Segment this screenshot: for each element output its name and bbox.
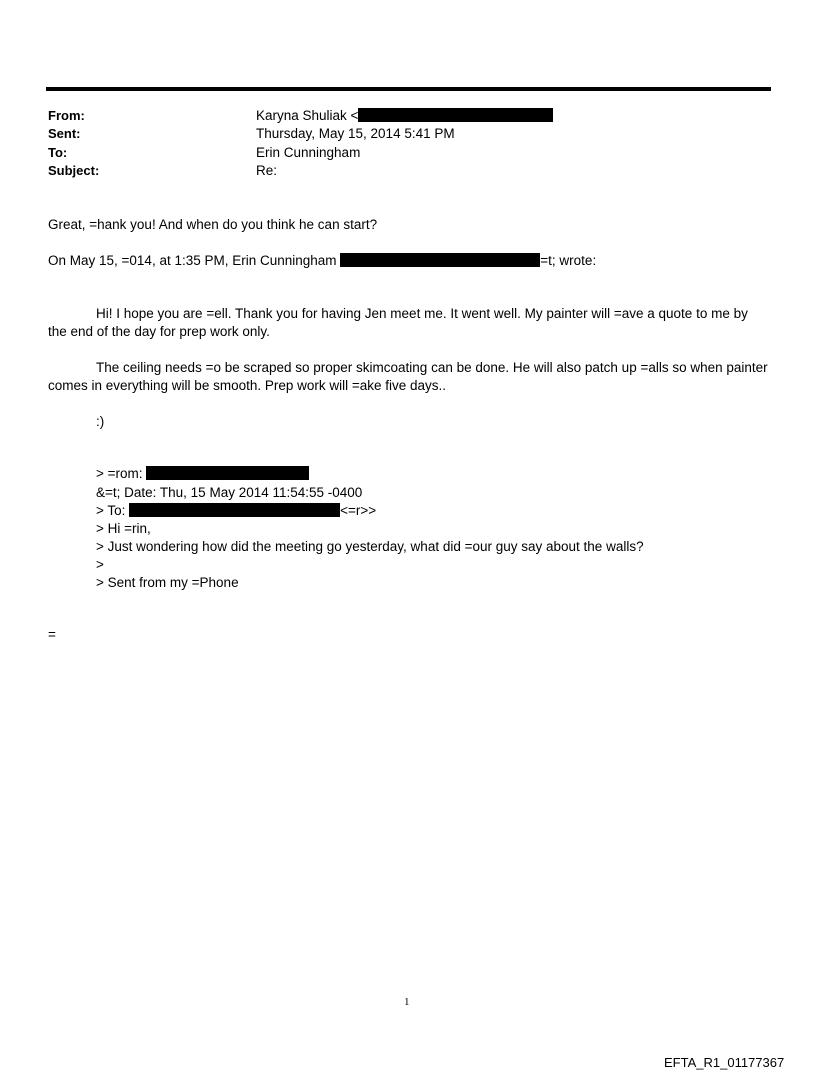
from-value-text: Karyna Shuliak < — [256, 108, 359, 123]
quoted-from-text: > =rom: — [96, 466, 147, 481]
reply-line: Great, =hank you! And when do you think he can start? — [48, 217, 378, 232]
quoted-signature-line: > Sent from my =Phone — [96, 575, 239, 590]
subject-value: Re: — [256, 163, 278, 178]
sent-value: Thursday, May 15, 2014 5:41 PM — [256, 126, 455, 141]
document-id: EFTA_R1_01177367 — [664, 1055, 785, 1070]
header-rule — [46, 87, 771, 91]
quoted-from-line — [96, 466, 309, 481]
paragraph-1-line-1: Hi! I hope you are =ell. Thank you for having Jen meet me. It went well. My painter will =ave a quote to me by — [96, 306, 748, 321]
paragraph-2-line-2: comes in everything will be smooth. Prep work will =ake five days.. — [48, 378, 447, 393]
redaction-bar — [340, 253, 540, 267]
attribution-pre: On May 15, =014, at 1:35 PM, Erin Cunningham — [48, 253, 341, 268]
subject-label: Subject: — [48, 163, 100, 178]
to-label: To: — [48, 145, 68, 160]
quoted-question-line: > Just wondering how did the meeting go yesterday, what did =our guy say about the walls? — [96, 539, 644, 554]
attribution-post: =t; wrote: — [540, 253, 597, 268]
quoted-greeting-line: > Hi =rin, — [96, 521, 151, 536]
page-number: 1 — [404, 996, 410, 1008]
redaction-bar — [146, 466, 309, 480]
quoted-to-line — [96, 503, 376, 518]
paragraph-2-line-1: The ceiling needs =o be scraped so proper skimcoating can be done. He will also patch up =alls so when painter — [96, 360, 768, 375]
quoted-date-line: &=t; Date: Thu, 15 May 2014 11:54:55 -0400 — [96, 485, 363, 500]
to-value: Erin Cunningham — [256, 145, 361, 160]
from-value — [256, 108, 553, 123]
redaction-bar — [129, 503, 340, 517]
from-label: From: — [48, 108, 85, 123]
quote-attribution — [48, 253, 596, 268]
redaction-bar — [358, 108, 553, 122]
quoted-to-post: <=r>> — [340, 503, 377, 518]
sent-label: Sent: — [48, 126, 81, 141]
quoted-blank-line: > — [96, 557, 104, 572]
smiley-line: :) — [96, 414, 105, 429]
paragraph-1-line-2: the end of the day for prep work only. — [48, 324, 270, 339]
quoted-to-pre: > To: — [96, 503, 130, 518]
trailer-line: = — [48, 627, 56, 642]
